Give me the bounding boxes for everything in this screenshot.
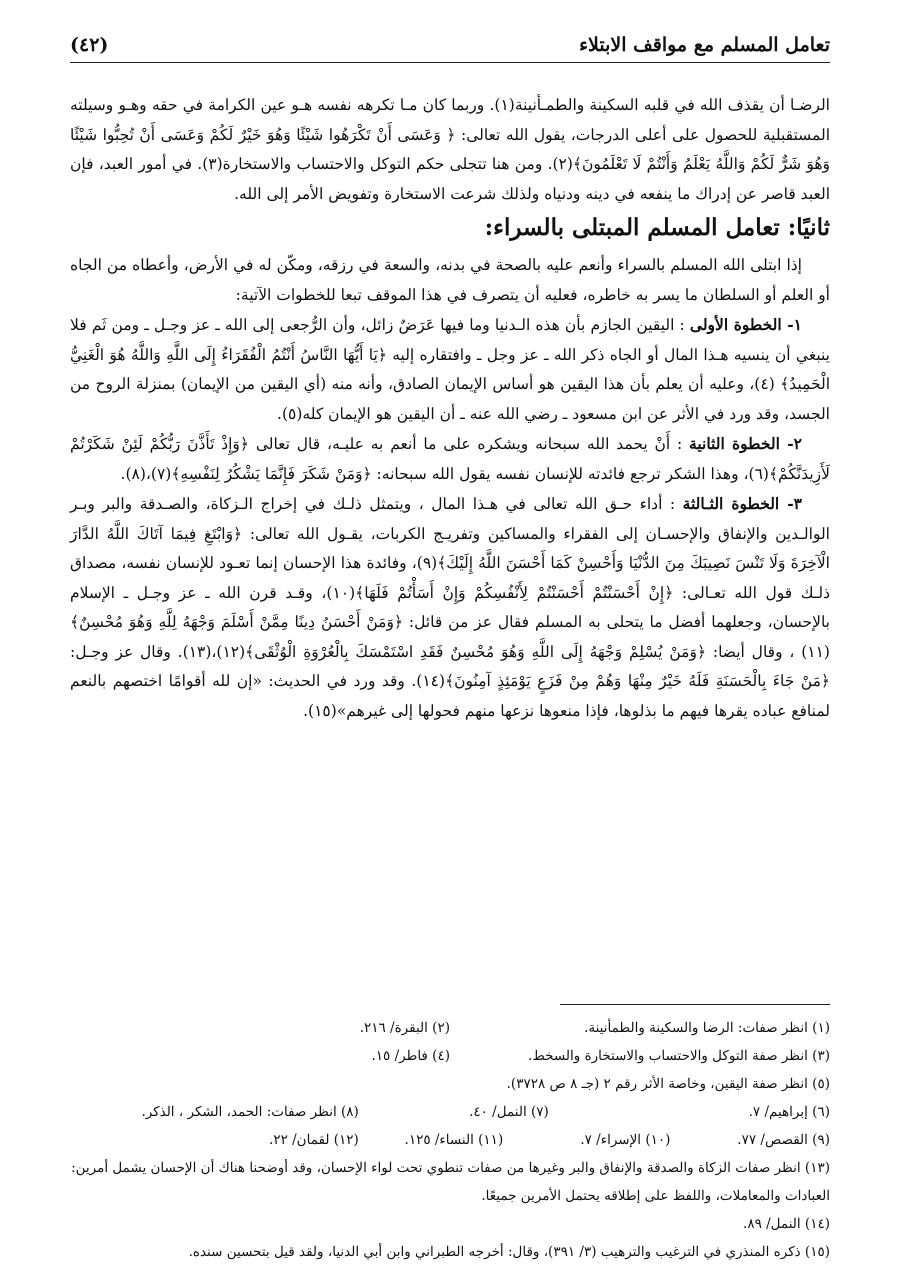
step-1-label: ١- الخطوة الأولى bbox=[689, 315, 802, 334]
footnote-10: (١٠) الإسراء/ ٧. bbox=[580, 1132, 671, 1148]
footnote-1: (١) انظر صفات: الرضا والسكينة والطمأنينة. bbox=[584, 1020, 830, 1036]
step-3 bbox=[70, 489, 830, 726]
footnote-12: (١٢) لقمان/ ٢٢. bbox=[269, 1132, 359, 1148]
step-2-label: ٢- الخطوة الثانية bbox=[689, 434, 802, 453]
section-heading: ثانيًا: تعامل المسلم المبتلى بالسراء: bbox=[484, 214, 830, 241]
step-2-text: : أَنْ يحمد الله سبحانه ويشكره على ما أنعم به عليـه، قال تعالى ﴿وَإِذْ تَأَذَّنَ رَبُّكُمْ لَئِنْ شَكَرْتُمْ لَأَزِيدَنَّكُمْ﴾(٦)، وهذا الشكر ترجع فائدته للإنسان نفسه يقول الله سبحانه: ﴿وَمَنْ شَكَرَ فَإِنَّمَا يَشْكُرُ لِنَفْسِهِ﴾(٧)،(٨). bbox=[70, 435, 830, 483]
step-3-label: ٣- الخطوة الثـالثة bbox=[682, 494, 802, 513]
paragraph-2: إذا ابتلى الله المسلم بالسراء وأنعم عليه بالصحة في بدنه، والسعة في رزقه، ومكّن له في الأرض، وأعطاه من الجاه أو العلم أو السلطان ما يسر به خاطره، فعليه أن يتصرف في هذا الموقف تبعا للخطوات الآتية: bbox=[70, 256, 830, 304]
footnote-9: (٩) القصص/ ٧٧. bbox=[737, 1132, 830, 1148]
footnote-15: (١٥) ذكره المنذري في الترغيب والترهيب (٣/ ٣٩١)، وقال: أخرجه الطبراني وابن أبي الدنيا، ولقد قيل بتحسين سنده. bbox=[188, 1244, 830, 1260]
footnote-13: (١٣) انظر صفات الزكاة والصدقة والإنفاق والبر وغيرها من صفات تنطوي تحت لواء الإحسان، وقد أوضحنا هناك أن الإحسان يشمل أمرين: العبادات والمعاملات، واللفظ على إطلاقه يحتمل الأمرين جميعًا. bbox=[71, 1160, 830, 1204]
page bbox=[70, 34, 830, 726]
footnote-row bbox=[70, 1042, 830, 1070]
footnote-row bbox=[70, 1126, 830, 1154]
main-text bbox=[70, 91, 830, 726]
footnote-2: (٢) البقرة/ ٢١٦. bbox=[359, 1020, 450, 1036]
running-header bbox=[70, 34, 830, 63]
footnote-14: (١٤) النمل/ ٨٩. bbox=[743, 1216, 830, 1232]
footnote-row bbox=[70, 1014, 830, 1042]
footnote-5: (٥) انظر صفة اليقين، وخاصة الأثر رقم ٢ (جـ ٨ ص ٣٧٢٨). bbox=[506, 1076, 830, 1092]
paragraph-1: الرضـا أن يقذف الله في قلبه السكينة والطمـأنينة(١). وربما كان مـا تكرهه نفسه هـو عين الكرامة في حقه وهـو وسيلته المستقبلية للحصول على أعلى الدرجات، يقول الله تعالى: ﴿ وَعَسَى أَنْ تَكْرَهُوا شَيْئًا وَهُوَ خَيْرٌ لَكُمْ وَعَسَى أَنْ تُحِبُّوا شَيْئًا وَهُوَ شَرٌّ لَكُمْ وَاللَّهُ يَعْلَمُ وَأَنْتُمْ لَا تَعْلَمُونَ﴾(٢). ومن هنا تتجلى حكم التوكل والاحتساب والاستخارة(٣). في أمور العبد، فإن العبد قاصر عن إدراك ما ينفعه في دينه ودنياه ولذلك شرعت الاستخارة وتفويض الأمر إلى الله. bbox=[70, 96, 830, 203]
footnote-11: (١١) النساء/ ١٢٥. bbox=[404, 1132, 504, 1148]
page-number: (٤٢) bbox=[70, 34, 109, 56]
footnote-7: (٧) النمل/ ٤٠. bbox=[469, 1104, 549, 1120]
footnote-3: (٣) انظر صفة التوكل والاحتساب والاستخارة والسخط. bbox=[528, 1048, 830, 1064]
footnote-row bbox=[70, 1070, 830, 1098]
footnote-row bbox=[70, 1098, 830, 1126]
footnotes bbox=[70, 1014, 830, 1266]
header-title: تعامل المسلم مع مواقف الابتلاء bbox=[579, 34, 830, 56]
step-3-text: : أداء حـق الله تعالى في هـذا المال ، ويتمثل ذلـك في إخراج الـزكاة، والصـدقة والبر وبـر الوالـدين والإنفاق والإحسـان إلى الفقراء والمساكين وتفريـج الكربات، يقـول الله تعالى: ﴿وَابْتَغِ فِيمَا آتَاكَ اللَّهُ الدَّارَ الْآخِرَةَ وَلَا تَنْسَ نَصِيبَكَ مِنَ الدُّنْيَا وَأَحْسِنْ كَمَا أَحْسَنَ اللَّهُ إِلَيْكَ﴾(٩)، وفائدة هذا الإحسان إنما تعـود للإنسان نفسه، مصداق ذلـك قول الله تعـالى: ﴿إِنْ أَحْسَنْتُمْ أَحْسَنْتُمْ لِأَنْفُسِكُمْ وَإِنْ أَسَأْتُمْ فَلَهَا﴾(١٠)، وقـد قرن الله ـ عز وجـل ـ الإسلام بالإحسان، وجعلهما أفضل ما يتحلى به المسلم فقال عز من قائل: ﴿وَمَنْ أَحْسَنُ دِينًا مِمَّنْ أَسْلَمَ وَجْهَهُ لِلَّهِ وَهُوَ مُحْسِنٌ﴾(١١) ، وقال أيضا: ﴿وَمَنْ يُسْلِمْ وَجْهَهُ إِلَى اللَّهِ وَهُوَ مُحْسِنٌ فَقَدِ اسْتَمْسَكَ بِالْعُرْوَةِ الْوُثْقَى﴾(١٢)،(١٣). وقال عز وجـل: ﴿مَنْ جَاءَ بِالْحَسَنَةِ فَلَهُ خَيْرٌ مِنْهَا وَهُمْ مِنْ فَزَعٍ يَوْمَئِذٍ آمِنُونَ﴾(١٤). وقد ورد في الحديث: «إن لله أقوامًا اختصهم بالنعم لمنافع عباده يقرها فيهم ما بذلوها، فإذا منعوها نزعها منهم فحولها إلى غيرهم»(١٥). bbox=[70, 495, 831, 720]
step-1 bbox=[70, 310, 830, 429]
footnote-separator bbox=[560, 1004, 830, 1005]
footnote-4: (٤) فاطر/ ١٥. bbox=[371, 1048, 450, 1064]
footnote-8: (٨) انظر صفات: الحمد، الشكر ، الذكر. bbox=[141, 1104, 359, 1120]
footnote-6: (٦) إبراهيم/ ٧. bbox=[748, 1104, 830, 1120]
step-1-text: : اليقين الجازم بأن هذه الـدنيا وما فيها عَرَضٌ زائل، وأن الرُّجعى إلى الله ـ عز وجـل ـ ومن ثَم فلا ينبغي أن ينسيه هـذا المال أو الجاه ذكر الله ـ عز وجل ـ وافتقاره إليه ﴿يَا أَيُّهَا النَّاسُ أَنْتُمُ الْفُقَرَاءُ إِلَى اللَّهِ وَاللَّهُ هُوَ الْغَنِيُّ الْحَمِيدُ﴾ (٤)، وعليه أن يعلم بأن هذا اليقين هو أساس الإيمان الصادق، وأنه منه (أي اليقين من الإيمان) بمنزلة الروح من الجسد، وقد ورد في الأثر عن ابن مسعود ـ رضي الله عنه ـ أن اليقين هو الإيمان كله(٥). bbox=[70, 316, 830, 423]
step-2 bbox=[70, 429, 830, 489]
